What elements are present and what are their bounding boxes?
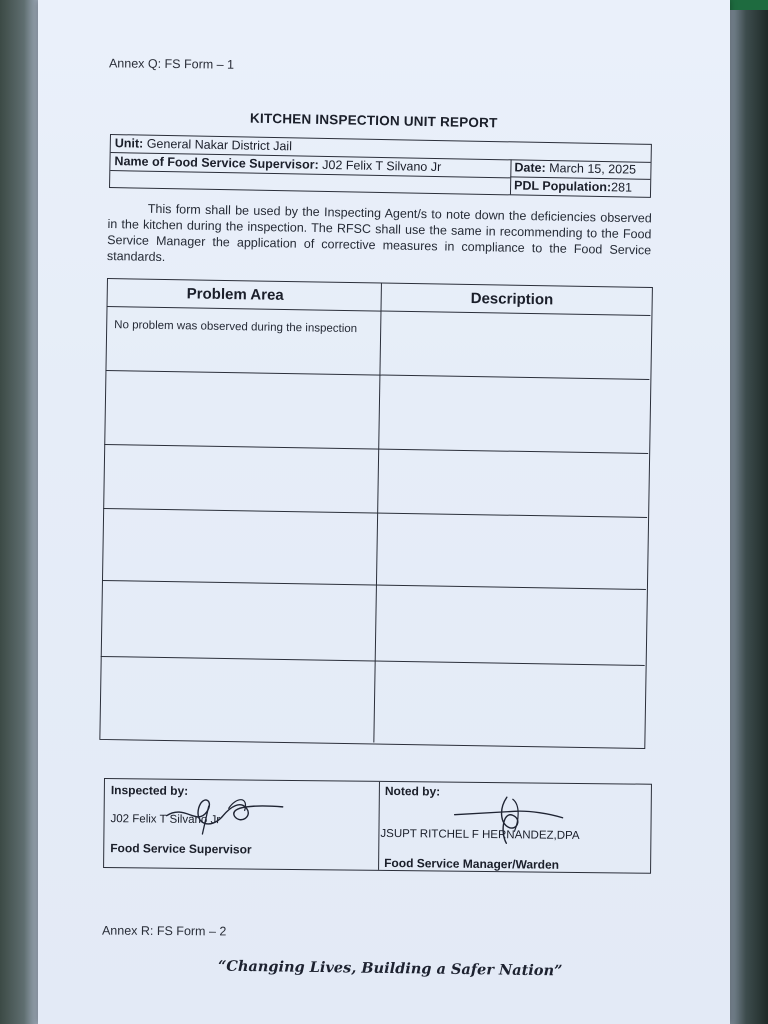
column-header-description: Description [470,290,554,309]
pdl-value: 281 [610,180,633,195]
date-field [514,160,636,176]
background-left-edge [0,0,40,1024]
signature-divider [378,782,380,870]
intro-text: This form shall be used by the Inspecting Agent/s to note down the deficiencies observed in the kitchen during the inspection. The RFSC shall use the same in recommending to the Food Service Manager the application of corrective measures in compliance to the Food Service standards. [106,201,652,265]
date-label: Date: [514,160,546,175]
date-value: March 15, 2025 [549,161,637,177]
unit-label: Unit: [114,136,144,151]
header-info-table [109,134,652,198]
unit-value: General Nakar District Jail [146,136,293,154]
signature-block [103,778,652,874]
intro-paragraph [107,200,652,274]
noted-by-role: Food Service Manager/Warden [384,855,560,872]
inspected-by-label: Inspected by: [110,783,189,798]
noted-by-name: JSUPT RITCHEL F HERNANDEZ,DPA [380,827,580,842]
table-cell-problem-area: No problem was observed during the inspection [114,319,358,336]
pdl-field [514,178,632,194]
pdl-label: PDL Population: [513,178,612,195]
supervisor-label: Name of Food Service Supervisor: [114,154,319,172]
report-title: KITCHEN INSPECTION UNIT REPORT [249,110,498,131]
background-right-edge [724,0,768,1024]
annex-bottom-label: Annex R: FS Form – 2 [101,923,227,939]
column-header-problem-area: Problem Area [186,285,284,304]
inspected-by-role: Food Service Supervisor [110,841,252,857]
tagline: “Changing Lives, Building a Safer Nation” [217,957,563,980]
annex-top-label: Annex Q: FS Form – 1 [108,56,235,72]
supervisor-value: J02 Felix T Silvano Jr [322,157,442,175]
inspected-by-name: J02 Felix T Silvano Jr [110,813,221,827]
document-page [38,0,730,1024]
problem-table [99,278,651,747]
noted-by-label: Noted by: [384,783,441,799]
